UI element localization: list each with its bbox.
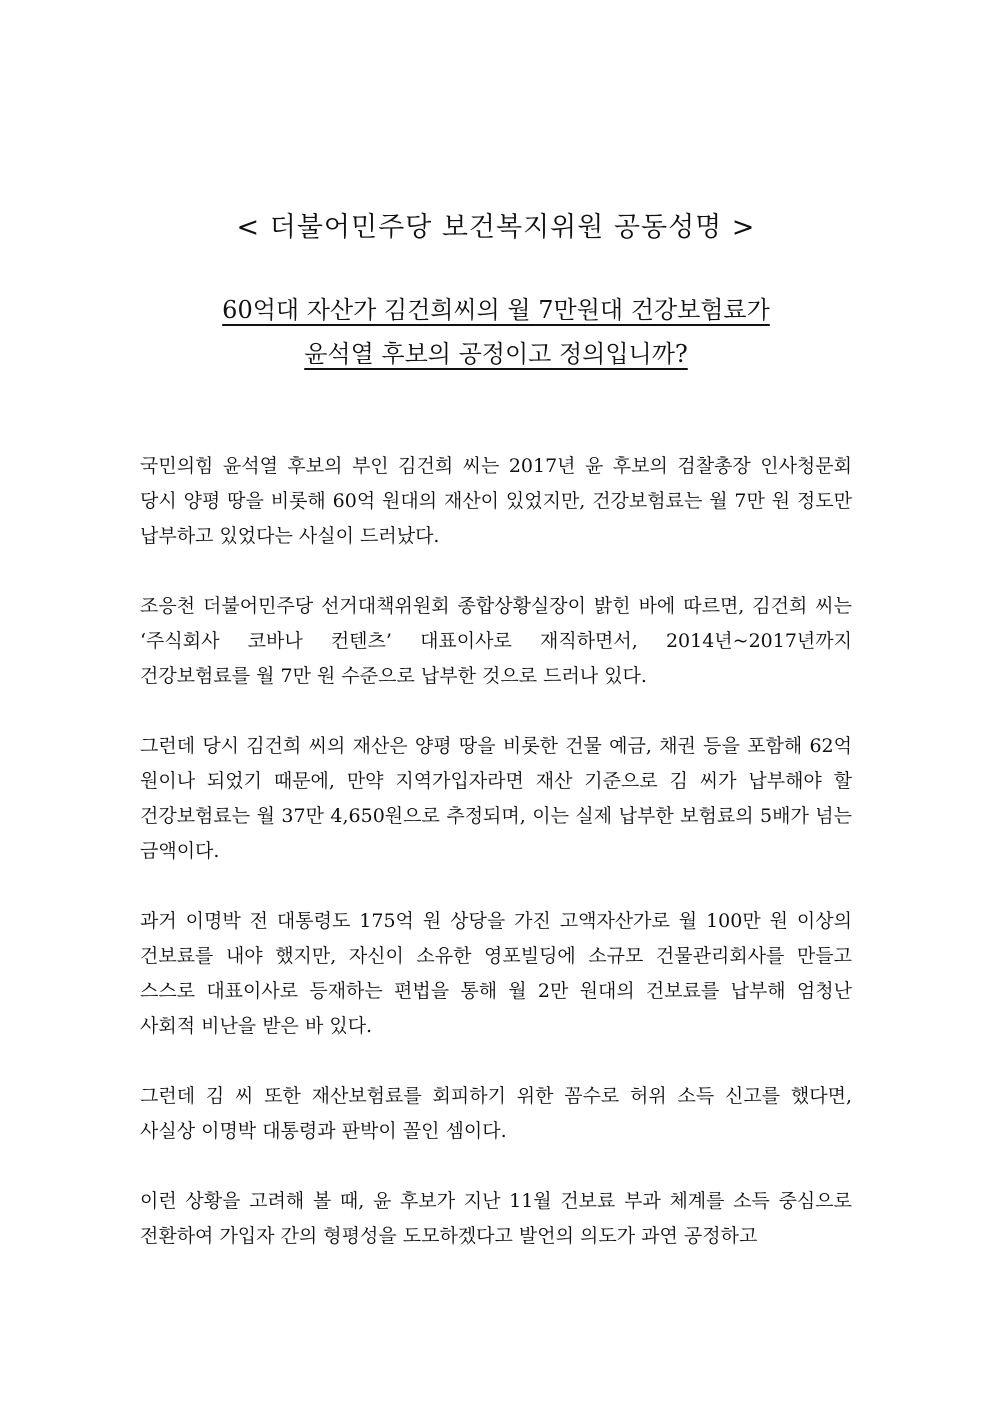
paragraph-6: 이런 상황을 고려해 볼 때, 윤 후보가 지난 11월 건보료 부과 체계를 소득 중심으로 전환하여 가입자 간의 형평성을 도모하겠다고 발언의 의도가 과연 공정하고 [140,1190,852,1247]
paragraph-3: 그런데 당시 김건희 씨의 재산은 양평 땅을 비롯한 건물 예금, 채권 등을 포함해 62억 원이나 되었기 때문에, 만약 지역가입자라면 재산 기준으로 김 씨가 납부해야 할 건강보험료는 월 37만 4,650원으로 추정되며, 이는 실제 납부한 보험료의 5배가 넘는 금액이다. [140,735,852,862]
paragraph-2: 조응천 더불어민주당 선거대책위원회 종합상황실장이 밝힌 바에 따르면, 김건희 씨는 ‘주식회사 코바나 컨텐츠’ 대표이사로 재직하면서, 2014년~2017년까지 건강보험료를 월 7만 원 수준으로 납부한 것으로 드러나 있다. [140,595,852,687]
statement-body [140,449,852,1289]
subtitle-line-2: 윤석열 후보의 공정이고 정의입니까? [304,340,688,368]
paragraph-1: 국민의힘 윤석열 후보의 부인 김건희 씨는 2017년 윤 후보의 검찰총장 인사청문회 당시 양평 땅을 비롯해 60억 원대의 재산이 있었지만, 건강보험료는 월 7만 원 정도만 납부하고 있었다는 사실이 드러났다. [140,455,852,547]
statement-subtitle [0,288,992,376]
paragraph-5: 그런데 김 씨 또한 재산보험료를 회피하기 위한 꼼수로 허위 소득 신고를 했다면, 사실상 이명박 대통령과 판박이 꼴인 셈이다. [140,1085,852,1142]
subtitle-line-1: 60억대 자산가 김건희씨의 월 7만원대 건강보험료가 [222,296,770,324]
statement-heading: < 더불어민주당 보건복지위원 공동성명 > [236,212,756,243]
paragraph-4: 과거 이명박 전 대통령도 175억 원 상당을 가진 고액자산가로 월 100만 원 이상의 건보료를 내야 했지만, 자신이 소유한 영포빌딩에 소규모 건물관리회사를 만들고 스스로 대표이사로 등재하는 편법을 통해 월 2만 원대의 건보료를 납부해 엄청난 사회적 비난을 받은 바 있다. [140,910,852,1037]
